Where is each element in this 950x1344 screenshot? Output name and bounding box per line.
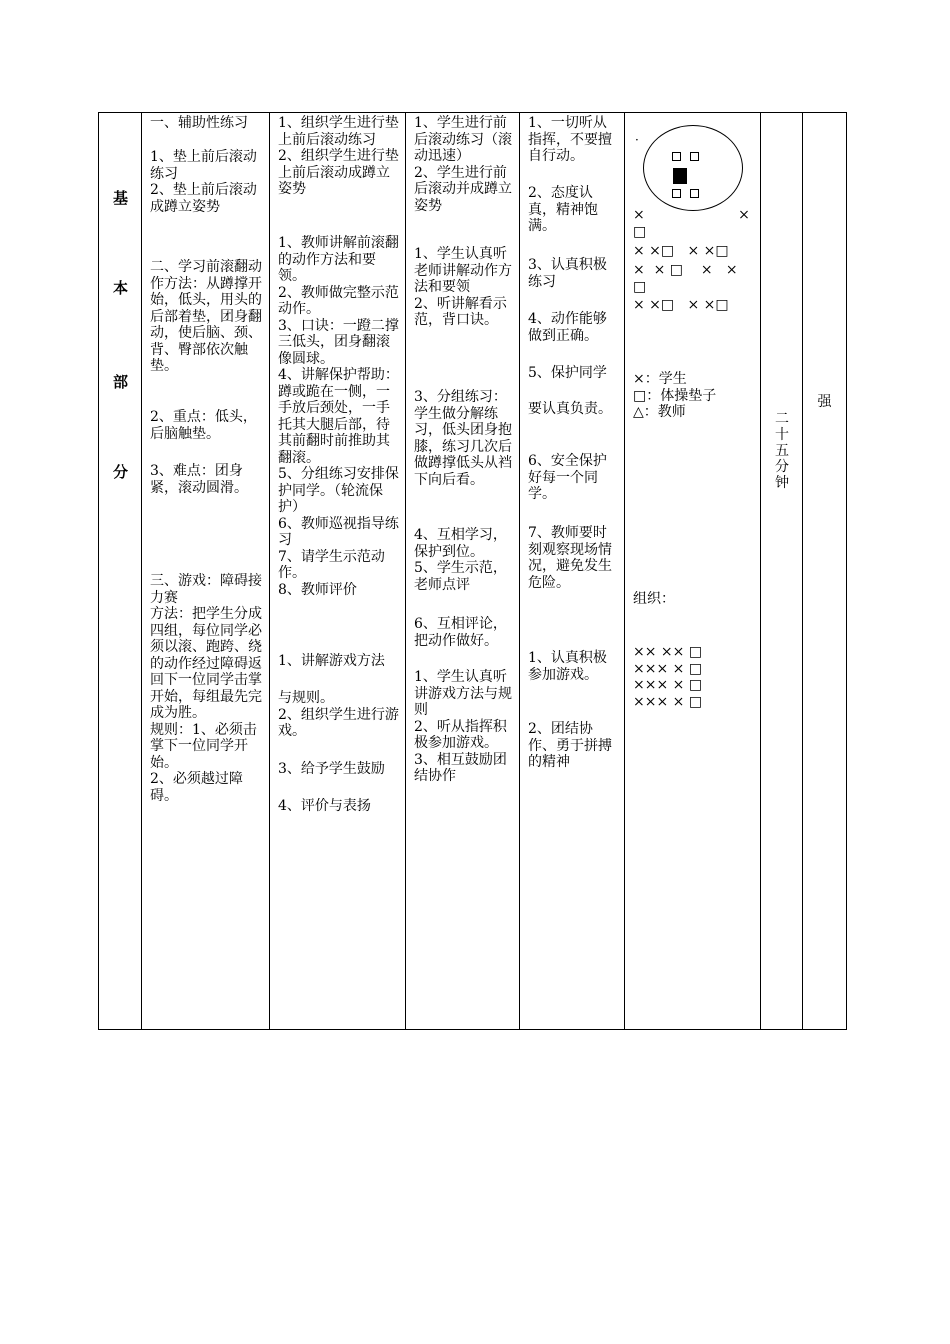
student-block: 6、互相评论，把动作做好。 <box>414 616 507 649</box>
section-char: 本 <box>112 279 128 297</box>
formation-row: × × □ <box>633 207 750 240</box>
student-block: 1、学生认真听老师讲解动作方法和要领 2、听讲解看示范，背口诀。 <box>414 246 512 328</box>
teacher-block: 4、评价与表扬 <box>278 798 371 814</box>
content-block: 二、学习前滚翻动作方法：从蹲撑开始，低头，用头的后部着垫，团身翻动，使后脑、颈、背、臀部依次触垫。 <box>150 259 262 374</box>
mat-icon <box>672 189 681 198</box>
legend: ×：学生 □：体操垫子 △：教师 <box>633 371 717 420</box>
time-char: 分 <box>775 459 789 475</box>
section-char: 分 <box>112 463 128 481</box>
time-char: 二 <box>775 411 789 427</box>
student-block: 1、学生进行前后滚动练习（滚动迅速） 2、学生进行前后滚动并成蹲立姿势 <box>414 115 512 214</box>
requirement-block: 6、安全保护好每一个同学。 <box>528 453 607 502</box>
mat-area-diagram <box>643 125 743 211</box>
mat-icon <box>672 152 681 161</box>
game-formation: ×× ×× □ ××× × □ ××× × □ ××× × □ <box>633 644 703 710</box>
requirement-block: 1、认真积极参加游戏。 <box>528 650 607 683</box>
section-column <box>99 113 142 1029</box>
requirement-block: 要认真负责。 <box>528 401 612 417</box>
mat-icon <box>690 189 699 198</box>
time-char: 钟 <box>775 475 789 491</box>
content-block: 3、难点：团身紧，滚动圆滑。 <box>150 463 248 496</box>
organization-label: 组织： <box>633 591 675 607</box>
intensity-label: 强 <box>817 394 832 410</box>
organization-column <box>625 113 761 1029</box>
time-char: 十 <box>775 427 789 443</box>
formation-row: × × □ × × □ <box>633 262 738 295</box>
teacher-block: 与规则。 2、组织学生进行游戏。 <box>278 690 399 739</box>
student-block: 1、学生认真听讲游戏方法与规则 2、听从指挥积极参加游戏。 3、相互鼓励团结协作 <box>414 669 512 784</box>
requirement-block: 2、态度认真，精神饱满。 <box>528 185 598 234</box>
requirement-block: 2、团结协作、勇于拼搏的精神 <box>528 721 612 770</box>
time-column <box>761 113 803 1029</box>
intensity-column <box>803 113 846 1029</box>
requirement-block: 7、教师要时刻观察现场情况，避免发生危险。 <box>528 525 612 591</box>
teacher-block: 1、教师讲解前滚翻的动作方法和要领。 2、教师做完整示范动作。 3、口诀：一蹬二撑三低头，团身翻滚像圆球。 4、讲解保护帮助：蹲或跪在一侧，一手放后颈处，一手托其大腿后部，待其前翻时前推助其翻滚。 5、分组练习安排保护同学。（轮流保护） 6、教师巡视指导练习 7、请学生示范动作。 8、教师评价 <box>278 235 399 598</box>
teacher-block: 3、给予学生鼓励 <box>278 761 385 777</box>
mat-icon <box>690 152 699 161</box>
student-activity-column <box>406 113 520 1029</box>
requirement-block: 5、保护同学 <box>528 365 607 381</box>
requirement-block: 1、一切听从指挥，不要擅自行动。 <box>528 115 612 164</box>
requirement-block: 3、认真积极练习 <box>528 257 607 290</box>
student-block: 4、互相学习，保护到位。 5、学生示范，老师点评 <box>414 527 507 593</box>
formation-row: × ×□ × ×□ <box>633 243 729 259</box>
teacher-block: 1、组织学生进行垫上前后滚动练习 2、组织学生进行垫上前后滚动成蹲立姿势 <box>278 115 399 197</box>
time-char: 五 <box>775 443 789 459</box>
mat-filled-icon <box>673 168 687 184</box>
content-block: 三、游戏：障碍接力赛 方法：把学生分成四组，每位同学必须以滚、跑跨、绕的动作经过障碍返回下一位同学击掌开始，每组最先完成为胜。 规则：1、必须击掌下一位同学开始。 2、必须越过障碍。 <box>150 573 262 804</box>
teacher-activity-column <box>270 113 406 1029</box>
content-block: 1、垫上前后滚动练习 2、垫上前后滚动成蹲立姿势 <box>150 149 257 215</box>
dot-mark: · <box>635 133 639 147</box>
section-char: 部 <box>112 373 128 391</box>
content-column <box>142 113 270 1029</box>
lesson-plan-table <box>98 112 847 1030</box>
requirement-block: 4、动作能够做到正确。 <box>528 311 607 344</box>
teacher-block: 1、讲解游戏方法 <box>278 653 385 669</box>
student-block: 3、分组练习：学生做分解练习，低头团身抱膝，练习几次后做蹲撑低头从裆下向后看。 <box>414 389 512 488</box>
section-char: 基 <box>112 189 128 207</box>
requirements-column <box>520 113 625 1029</box>
formation-row: × ×□ × ×□ <box>633 297 729 313</box>
content-block: 一、辅助性练习 <box>150 115 248 131</box>
content-block: 2、重点：低头，后脑触垫。 <box>150 409 257 442</box>
